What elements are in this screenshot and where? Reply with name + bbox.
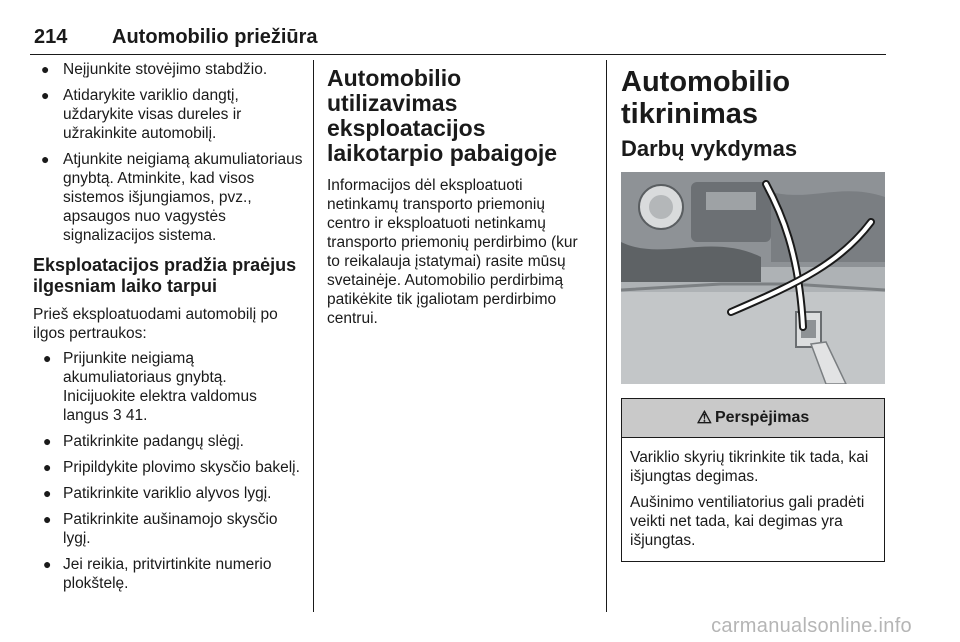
- list-item: ● Atidarykite variklio dangtį, uždarykite visas dureles ir užrakinkite automobilį.: [41, 87, 242, 142]
- bullet-icon: ●: [43, 350, 52, 366]
- warning-body: [622, 438, 884, 561]
- page-reference-link[interactable]: 3 41.: [112, 407, 148, 424]
- warning-triangle-icon: ⚠: [696, 408, 712, 427]
- list-item: ● Neįjunkite stovėjimo stabdžio.: [41, 61, 268, 78]
- column-divider: [606, 60, 607, 612]
- bullet-icon: ●: [43, 485, 52, 501]
- bullet-icon: ●: [43, 433, 52, 449]
- watermark-text: carmanualsonline.info: [711, 615, 912, 637]
- list-item: ● Atjunkite neigiamą akumuliatoriaus gnybtą. Atminkite, kad visos sistemos išjungiamos, pvz., apsaugos nuo vagystės signalizacijos sistema.: [41, 151, 303, 244]
- bullet-icon: ●: [43, 556, 52, 572]
- section-heading: Automobilio utilizavimas eksploatacijos laikotarpio pabaigoje: [327, 65, 558, 166]
- intro-paragraph: Prieš eksploatuodami automobilį po ilgos pertraukos:: [33, 306, 278, 342]
- bullet-icon: ●: [41, 87, 50, 103]
- page-number: 214: [34, 26, 68, 48]
- page-header: [30, 26, 886, 55]
- engine-bay-photo: [621, 172, 885, 384]
- warning-header: [622, 399, 884, 438]
- bullet-icon: ●: [43, 459, 52, 475]
- column-middle: [327, 60, 591, 334]
- section-heading: Eksploatacijos pradžia praėjus ilgesniam laiko tarpui: [33, 255, 297, 296]
- warning-box: [621, 398, 885, 562]
- column-right: [621, 60, 887, 562]
- column-left: [33, 60, 303, 600]
- list-item: ● Patikrinkite variklio alyvos lygį.: [43, 485, 272, 502]
- bullet-icon: ●: [41, 151, 50, 167]
- warning-paragraph: Aušinimo ventiliatorius gali pradėti veikti net tada, kai degimas yra išjungtas.: [630, 494, 865, 549]
- storage-steps-list: [33, 60, 303, 245]
- warning-label: Perspėjimas: [714, 409, 810, 426]
- column-divider: [313, 60, 314, 612]
- bullet-icon: ●: [41, 61, 50, 77]
- hood-release-illustration: [621, 172, 885, 384]
- chapter-title: Automobilio priežiūra: [112, 26, 318, 48]
- list-item: ● Patikrinkite aušinamojo skysčio lygį.: [43, 511, 278, 547]
- list-item: ● Patikrinkite padangų slėgį.: [43, 433, 244, 450]
- bullet-icon: ●: [43, 511, 52, 527]
- chapter-heading: Automobilio tikrinimas: [621, 66, 791, 130]
- list-item: ● Jei reikia, pritvirtinkite numerio plokštelę.: [43, 556, 272, 592]
- warning-paragraph: Variklio skyrių tikrinkite tik tada, kai išjungtas degimas.: [630, 449, 869, 485]
- subsection-heading: Darbų vykdymas: [621, 136, 798, 161]
- restart-steps-list: [33, 349, 303, 593]
- list-item: ● Prijunkite neigiamą akumuliatoriaus gnybtą. Inicijuokite elektra valdomus langus 3 41.: [43, 350, 257, 424]
- list-item: ● Pripildykite plovimo skysčio bakelį.: [43, 459, 300, 476]
- body-paragraph: Informacijos dėl eksploatuoti netinkamų transporto priemonių centro ir eksploatuoti netinkamų transporto priemonių perdirbimo (kur to reikalauja įstatymai) rasite mūsų svetainėje. Automobilio perdirbimą patikėkite tik įgaliotam perdirbimo centrui.: [327, 177, 578, 327]
